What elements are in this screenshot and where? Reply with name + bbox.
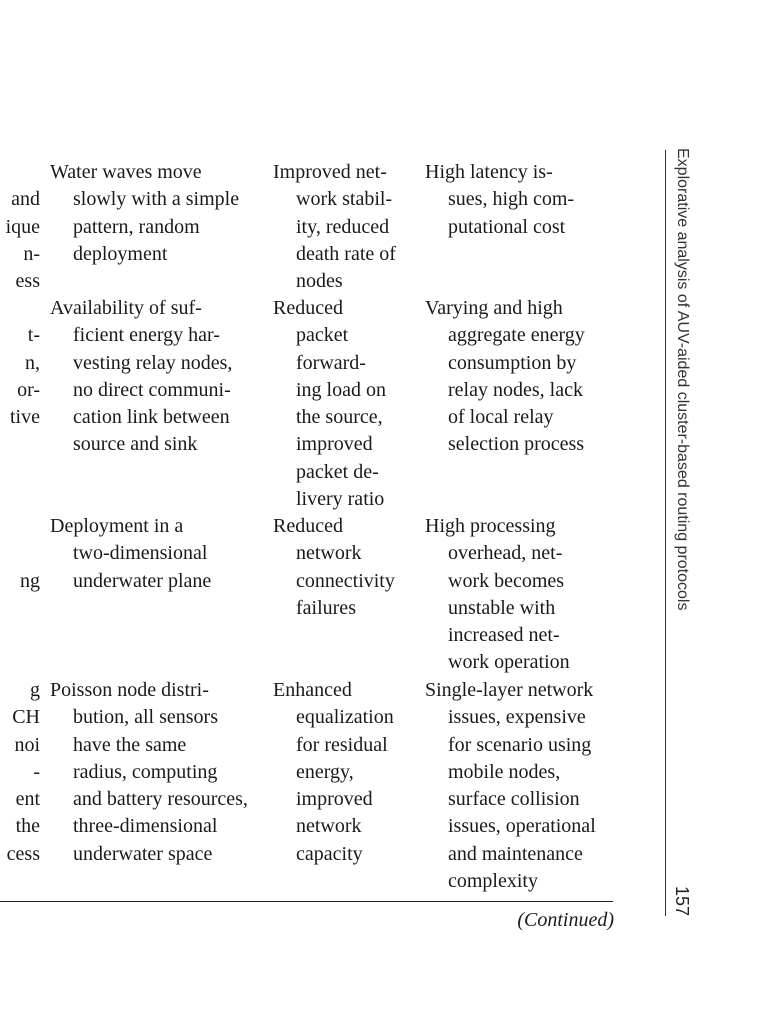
running-head-title: Explorative analysis of AUV-aided cluster-based routing protocols [674, 148, 691, 611]
row1-advantages-cell: Improved net- work stabil- ity, reduced death rate of nodes [273, 161, 396, 293]
left-fragment-row2: t- n, or- tive [10, 324, 40, 429]
table-bottom-rule [0, 901, 613, 902]
row2-assumptions-cell: Availability of suf- ficient energy har- vesting relay nodes, no direct communi- cation link between source and sink [50, 297, 233, 456]
running-head [668, 148, 696, 918]
running-head-rule [665, 150, 666, 916]
row2-advantages-cell: Reduced packet forward- ing load on the source, improved packet de- livery ratio [273, 297, 386, 511]
continued-label: (Continued) [517, 909, 614, 931]
row2-limitations-cell: Varying and high aggregate energy consumption by relay nodes, lack of local relay selection process [425, 297, 585, 456]
row3-assumptions-cell: Deployment in a two-dimensional underwater plane [50, 515, 212, 592]
row4-limitations-cell: Single-layer network issues, expensive for scenario using mobile nodes, surface collision issues, operational and maintenance complexity [425, 679, 596, 893]
row4-assumptions-cell: Poisson node distri- bution, all sensors have the same radius, computing and battery resources, three-dimensional underwater space [50, 679, 248, 865]
row1-assumptions-cell: Water waves move slowly with a simple pattern, random deployment [50, 161, 240, 265]
row3-advantages-cell: Reduced network connectivity failures [273, 515, 395, 619]
page-number: 157 [672, 885, 692, 916]
row3-limitations-cell: High processing overhead, net- work becomes unstable with increased net- work operation [425, 515, 570, 674]
left-fragment-row1: and ique n- ess [5, 188, 40, 293]
left-fragment-row3: ng [20, 569, 40, 592]
row4-advantages-cell: Enhanced equalization for residual energy, improved network capacity [273, 679, 394, 865]
left-fragment-row4: g CH noi - ent the cess [6, 679, 40, 865]
row1-limitations-cell: High latency is- sues, high com- putational cost [425, 161, 575, 238]
